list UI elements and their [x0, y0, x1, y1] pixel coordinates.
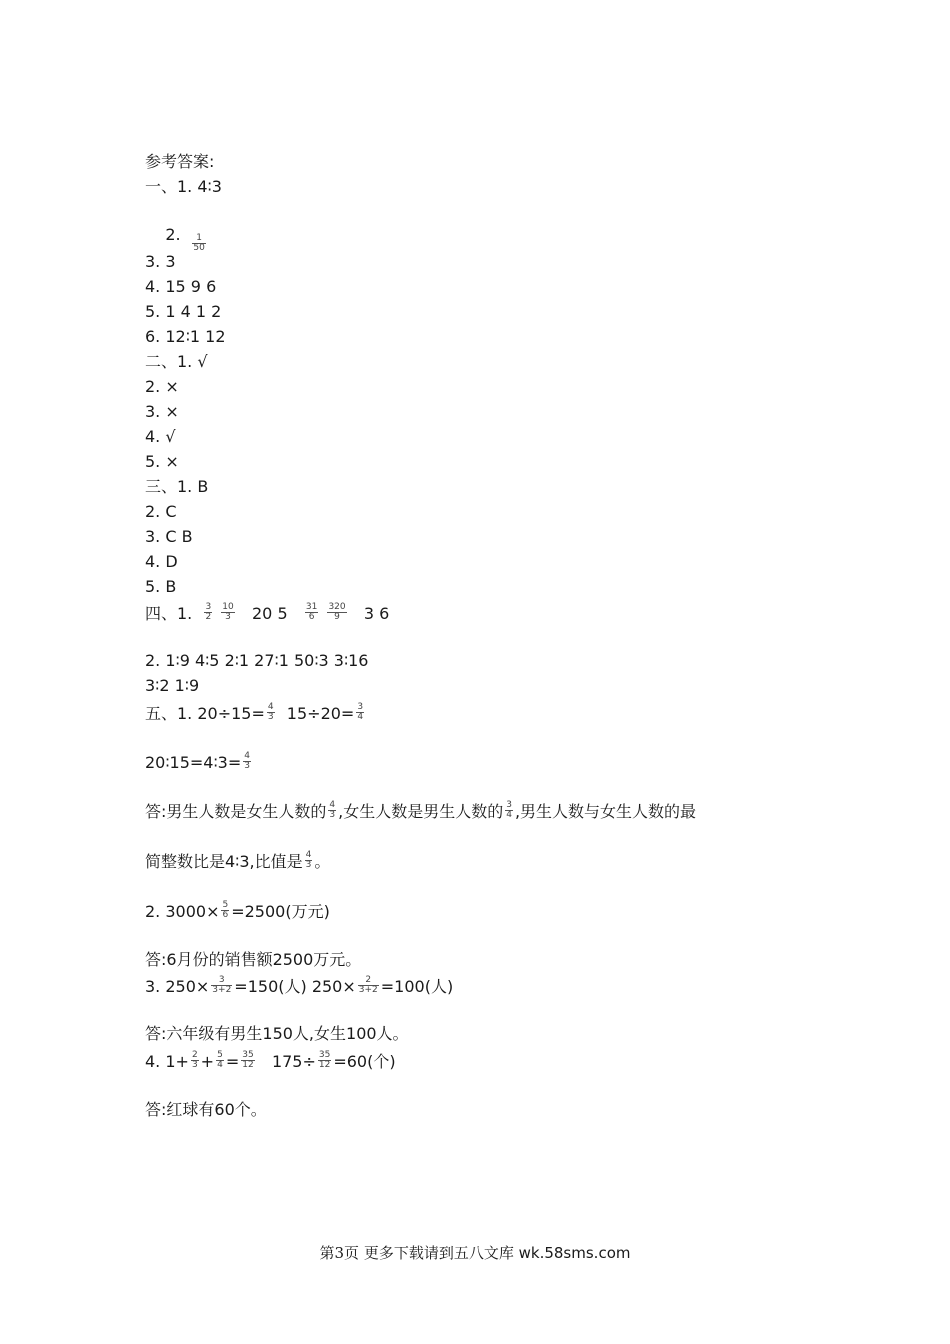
fraction: $\frac{4}{3}$ [244, 751, 250, 771]
s5-q4: 4. 1+ $\frac{2}{3}$ + $\frac{5}{4}$ = $\frac{35}{12}$ 175÷ $\frac{35}{12}$ =60(个) [145, 1050, 396, 1071]
fraction: $\frac{35}{12}$ [242, 1050, 254, 1070]
s1-q2-label: 2. [165, 225, 181, 244]
s2-q4: 4. √ [145, 427, 176, 446]
fraction: $\frac{2}{3+2}$ [358, 975, 378, 995]
s2-q2: 2. × [145, 377, 179, 396]
s2-q5: 5. × [145, 452, 179, 471]
fraction: $\frac{4}{3}$ [305, 850, 312, 870]
fraction: $\frac{31}{6}$ [305, 602, 318, 622]
s3-q2: 2. C [145, 502, 177, 521]
answer-title: 参考答案: [145, 152, 215, 171]
s1-q2-fraction [170, 214, 208, 275]
s4-q1 [145, 603, 389, 624]
fraction: $\frac{10}{3}$ [222, 602, 234, 622]
s3-q5: 5. B [145, 577, 177, 596]
s1-q5: 5. 1 4 1 2 [145, 302, 222, 321]
s5-q1-line2: 20∶15=4∶3= $\frac{4}{3}$ [145, 751, 250, 772]
s5-q3: 3. 250× $\frac{3}{3+2}$ =150(人) 250× $\frac{2}{3+2}$ =100(人) [145, 975, 454, 996]
s1-q3: 3. 3 [145, 252, 176, 271]
s2-q1: 二、1. √ [145, 352, 208, 371]
fraction: $\frac{3}{2}$ [205, 602, 212, 622]
s5-ans2: 答:6月份的销售额2500万元。 [145, 950, 362, 969]
s5-ans4: 答:红球有60个。 [145, 1100, 267, 1119]
footer-page-text: 第3页 更多下载请到五八文库 [319, 1244, 514, 1262]
s1-q4: 4. 15 9 6 [145, 277, 217, 296]
fraction: $\frac{4}{3}$ [267, 702, 274, 722]
s5-ans1-line2: 简整数比是4∶3,比值是 $\frac{4}{3}$ 。 [145, 850, 331, 871]
s3-q3: 3. C B [145, 527, 193, 546]
fraction: $\frac{4}{3}$ [329, 800, 336, 820]
fraction: $\frac{1}{50}$ [193, 233, 205, 253]
s1-q1: 一、1. 4∶3 [145, 177, 222, 196]
s4-q2-line1: 2. 1∶9 4∶5 2∶1 27∶1 50∶3 3∶16 [145, 651, 369, 670]
fraction: $\frac{5}{6}$ [222, 900, 229, 920]
page-footer [0, 1242, 950, 1263]
footer-site-link[interactable]: wk.58sms.com [518, 1244, 631, 1262]
s4-q2-line2: 3∶2 1∶9 [145, 676, 200, 695]
fraction: $\frac{3}{3+2}$ [212, 975, 232, 995]
fraction: $\frac{3}{4}$ [506, 800, 512, 820]
s3-q4: 4. D [145, 552, 178, 571]
s2-q3: 3. × [145, 402, 179, 421]
fraction: $\frac{35}{12}$ [318, 1050, 331, 1070]
s1-q6: 6. 12∶1 12 [145, 327, 226, 346]
s5-q1-line1: 五、1. 20÷15= $\frac{4}{3}$ 15÷20= $\frac{3}{4}$ [145, 702, 364, 723]
s4-q1-mid: 20 5 [252, 604, 288, 623]
fraction: $\frac{3}{4}$ [357, 702, 364, 722]
fraction: $\frac{320}{9}$ [328, 602, 346, 622]
s4-q1-end: 3 6 [363, 604, 390, 623]
s3-q1: 三、1. B [145, 477, 209, 496]
fraction: $\frac{2}{3}$ [191, 1050, 198, 1070]
s4-q1-label: 四、1. [145, 604, 193, 623]
fraction: $\frac{5}{4}$ [217, 1050, 223, 1070]
s5-q2: 2. 3000× $\frac{5}{6}$ =2500(万元) [145, 900, 330, 921]
s5-ans3: 答:六年级有男生150人,女生100人。 [145, 1024, 409, 1043]
s5-ans1-line1: 答:男生人数是女生人数的 $\frac{4}{3}$ ,女生人数是男生人数的 $\frac{3}{4}$ ,男生人数与女生人数的最 [145, 800, 697, 821]
